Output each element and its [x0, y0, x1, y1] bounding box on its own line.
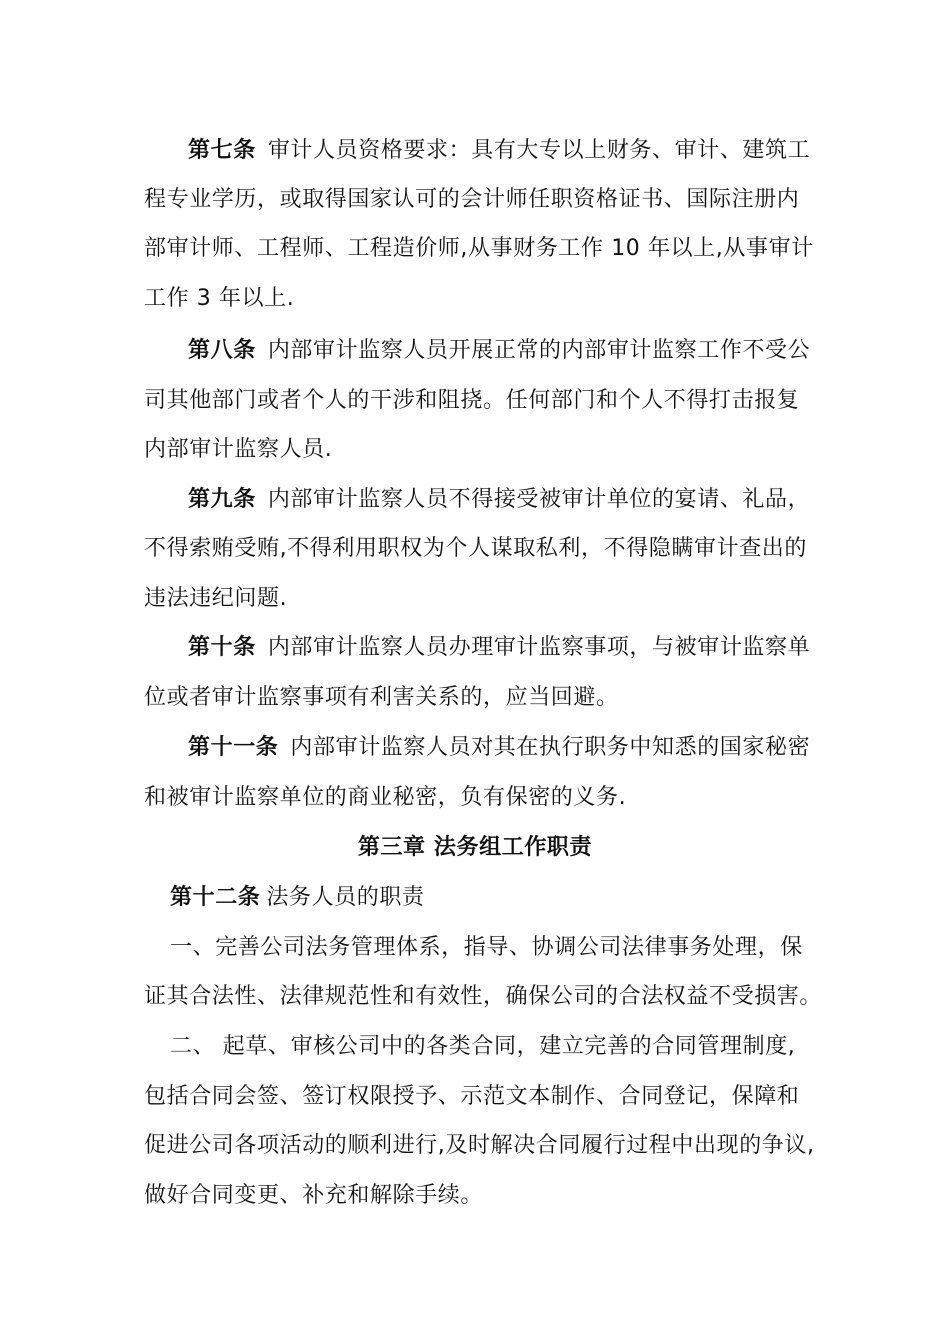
article-8-line-2: 司其他部门或者个人的干涉和阻挠。任何部门和个人不得打击报复 — [144, 388, 800, 413]
article-7-line-1 — [188, 136, 868, 166]
article-8-line-1 — [188, 336, 868, 366]
article-9-line-1 — [188, 485, 868, 515]
article-11-line-2: 和被审计监察单位的商业秘密，负有保密的义务. — [144, 785, 627, 810]
article-10-line-2: 位或者审计监察事项有利害关系的，应当回避。 — [144, 685, 619, 710]
item-2-line-3: 促进公司各项活动的顺利进行,及时解决合同履行过程中出现的争议, — [144, 1133, 815, 1158]
article-8-line-3: 内部审计监察人员. — [144, 437, 333, 462]
article-12-label: 第十二条 — [170, 885, 261, 910]
item-1-line-2: 证其合法性、法律规范性和有效性，确保公司的合法权益不受损害。 — [144, 984, 823, 1009]
item-2-line-1: 二、 起草、审核公司中的各类合同，建立完善的合同管理制度, — [170, 1034, 796, 1059]
article-11-text: 内部审计监察人员对其在执行职务中知悉的国家秘密 — [290, 735, 811, 760]
article-7-label: 第七条 — [188, 138, 256, 163]
article-11-line-1 — [188, 733, 868, 763]
article-8-text: 内部审计监察人员开展正常的内部审计监察工作不受公 — [267, 338, 811, 363]
article-8-label: 第八条 — [188, 338, 256, 363]
article-9-line-2: 不得索贿受贿,不得利用职权为个人谋取私利，不得隐瞒审计查出的 — [144, 536, 807, 561]
article-7-line-2: 程专业学历，或取得国家认可的会计师任职资格证书、国际注册内 — [144, 187, 800, 212]
article-9-label: 第九条 — [188, 487, 256, 512]
article-9-text: 内部审计监察人员不得接受被审计单位的宴请、礼品， — [267, 487, 811, 512]
article-10-line-1 — [188, 633, 868, 663]
article-12-text: 法务人员的职责 — [266, 885, 425, 910]
item-1-line-1: 一、完善公司法务管理体系，指导、协调公司法律事务处理，保 — [170, 935, 803, 960]
chapter-title: 第三章 法务组工作职责 — [357, 835, 593, 860]
article-10-label: 第十条 — [188, 635, 256, 660]
article-7-line-4: 工作 3 年以上. — [144, 286, 295, 311]
article-7-line-3: 部审计师、工程师、工程造价师,从事财务工作 10 年以上,从事审计 — [144, 236, 814, 261]
article-9-line-3: 违法违纪问题. — [144, 586, 288, 611]
item-2-line-4: 做好合同变更、补充和解除手续。 — [144, 1183, 484, 1208]
article-11-label: 第十一条 — [188, 735, 279, 760]
article-12-line — [170, 883, 850, 913]
item-2-line-2: 包括合同会签、签订权限授予、示范文本制作、合同登记，保障和 — [144, 1084, 800, 1109]
article-7-text: 审计人员资格要求：具有大专以上财务、审计、建筑工 — [267, 138, 811, 163]
article-10-text: 内部审计监察人员办理审计监察事项，与被审计监察单 — [267, 635, 811, 660]
